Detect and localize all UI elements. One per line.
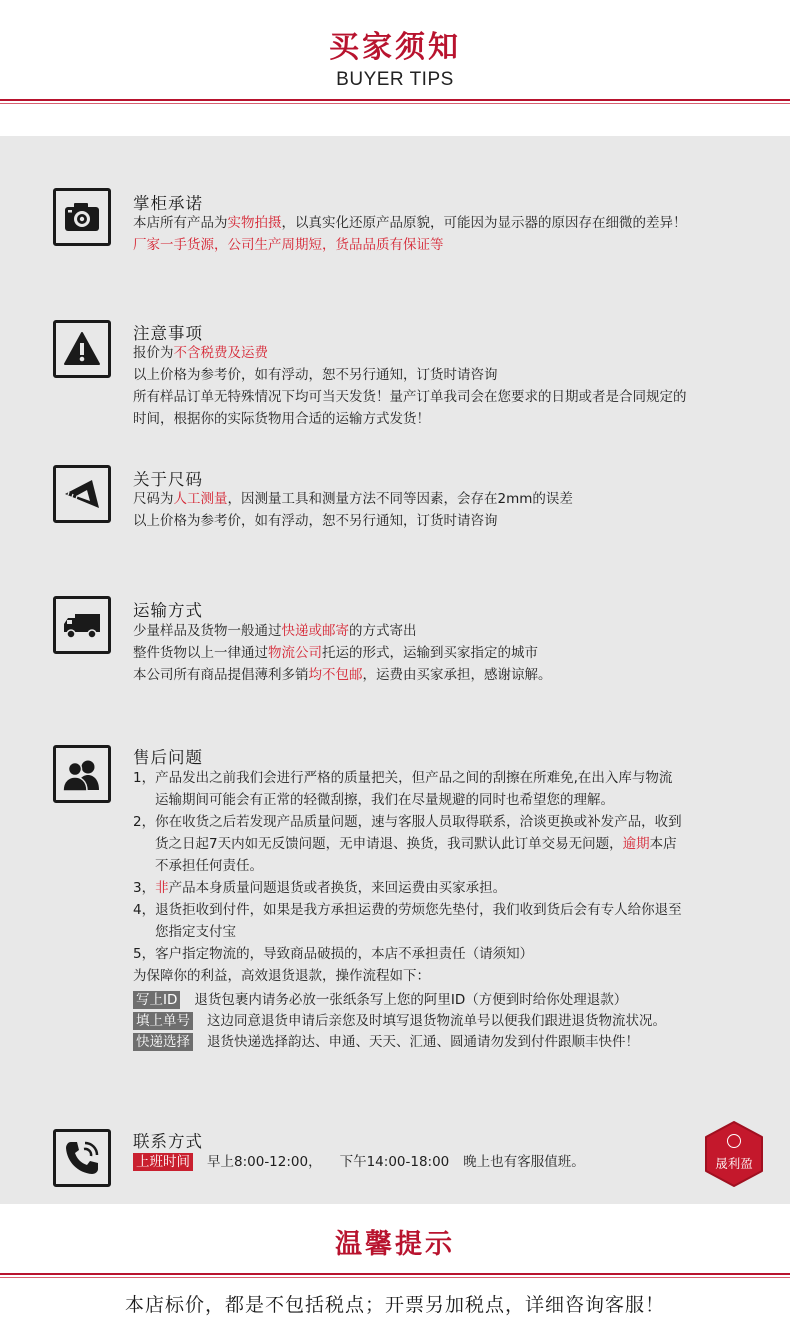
section-title: 售后问题 <box>133 748 203 767</box>
camera-icon <box>53 188 111 246</box>
text: 3， <box>133 880 156 896</box>
section-body <box>133 767 682 987</box>
truck-icon <box>53 596 111 654</box>
highlight-text: 人工测量 <box>173 491 228 507</box>
footer-title: 温馨提示 <box>335 1229 455 1260</box>
section-body <box>133 1151 585 1173</box>
highlight-text: 快递或邮寄 <box>281 623 349 639</box>
header <box>0 0 790 135</box>
highlight-text: 非 <box>155 880 169 896</box>
text: 报价为 <box>133 345 174 361</box>
text: 本公司所有商品提倡薄利多销 <box>133 667 309 683</box>
footer-divider-thin <box>0 1277 790 1278</box>
text: ，因测量工具和测量方法不同等因素，会存在2mm的误差 <box>227 491 573 507</box>
header-divider <box>0 99 790 101</box>
list-item: 运输期间可能会有正常的轻微刮擦，我们在尽量规避的同时也希望您的理解。 <box>155 792 614 808</box>
section-body <box>133 620 552 686</box>
text: 的方式寄出 <box>349 623 417 639</box>
brand-badge <box>703 1120 765 1188</box>
warning-icon <box>53 320 111 378</box>
text: ，运费由买家承担，感谢谅解。 <box>362 667 552 683</box>
highlight-text: 均不包邮 <box>308 667 363 683</box>
text: 所有样品订单无特殊情况下均可当天发货！量产订单我司会在您要求的日期或者是合同规定的 <box>133 389 687 405</box>
footer-text: 本店标价，都是不包括税点；开票另加税点，详细咨询客服！ <box>124 1294 665 1316</box>
step-tag: 写上ID <box>133 991 180 1009</box>
list-item: 2，你在收货之后若发现产品质量问题，速与客服人员取得联系，洽谈更换或补发产品，收到 <box>133 814 682 830</box>
text: 产品本身质量问题退货或者换货，来回运费由买家承担。 <box>168 880 507 896</box>
text: 尺码为 <box>133 491 174 507</box>
header-divider-thin <box>0 103 790 104</box>
text: ，以真实化还原产品原貌，可能因为显示器的原因存在细微的差异！ <box>281 215 687 231</box>
process-step <box>133 1011 666 1032</box>
badge-text: 晟利盈 <box>715 1156 753 1171</box>
step-text: 退货包裹内请务必放一张纸条写上您的阿里ID（方便到时给你处理退款） <box>194 992 628 1008</box>
text: 以上价格为参考价，如有浮动，恕不另行通知，订货时请咨询 <box>133 513 498 529</box>
afternoon-hours: 下午14:00-18:00 <box>339 1154 450 1170</box>
text: 本店 <box>649 836 677 852</box>
highlight-text: 逾期 <box>622 836 650 852</box>
text: 以上价格为参考价，如有浮动，恕不另行通知，订货时请咨询 <box>133 367 498 383</box>
text: 少量样品及货物一般通过 <box>133 623 282 639</box>
step-tag: 快递选择 <box>133 1033 193 1051</box>
text: 整件货物以上一律通过 <box>133 645 268 661</box>
process-steps <box>133 990 666 1053</box>
list-item: 您指定支付宝 <box>155 924 236 940</box>
step-tag: 填上单号 <box>133 1012 193 1030</box>
list-item: 不承担任何责任。 <box>155 858 263 874</box>
process-intro: 为保障你的利益，高效退货退款，操作流程如下： <box>133 968 430 984</box>
list-item: 4，退货拒收到付件，如果是我方承担运费的劳烦您先垫付，我们收到货后会有专人给你退至 <box>133 902 682 918</box>
process-step <box>133 990 666 1011</box>
list-item: 5，客户指定物流的，导致商品破损的，本店不承担责任（请须知） <box>133 946 534 962</box>
highlight-text: 厂家一手货源，公司生产周期短，货品品质有保证等 <box>133 237 444 253</box>
highlight-text: 实物拍摄 <box>227 215 282 231</box>
section-title: 联系方式 <box>133 1132 203 1151</box>
users-icon <box>53 745 111 803</box>
section-body <box>133 342 687 430</box>
page-title: 买家须知 <box>329 30 461 65</box>
footer-divider <box>0 1273 790 1275</box>
text: 货之日起7天内如无反馈问题，无申请退、换货，我司默认此订单交易无问题， <box>155 836 623 852</box>
coin-icon <box>727 1134 741 1148</box>
section-title: 掌柜承诺 <box>133 194 203 213</box>
text: 托运的形式，运输到买家指定的城市 <box>322 645 538 661</box>
section-body <box>133 212 687 256</box>
section-body <box>133 488 573 532</box>
section-title: 关于尺码 <box>133 470 203 489</box>
highlight-text: 物流公司 <box>268 645 322 661</box>
ruler-icon <box>53 465 111 523</box>
section-title: 注意事项 <box>133 324 203 343</box>
evening-note: 晚上也有客服值班。 <box>463 1154 585 1170</box>
hours-tag: 上班时间 <box>133 1153 193 1171</box>
step-text: 退货快递选择韵达、申通、天天、汇通、圆通请勿发到付件跟顺丰快件！ <box>207 1034 639 1050</box>
process-step <box>133 1032 666 1053</box>
text: 时间，根据你的实际货物用合适的运输方式发货！ <box>133 411 430 427</box>
highlight-text: 不含税费及运费 <box>173 345 268 361</box>
phone-icon <box>53 1129 111 1187</box>
list-item: 1，产品发出之前我们会进行严格的质量把关，但产品之间的刮擦在所难免,在出入库与物流 <box>133 770 673 786</box>
page-subtitle: BUYER TIPS <box>336 69 454 90</box>
morning-hours: 早上8:00-12:00， <box>207 1154 322 1170</box>
step-text: 这边同意退货申请后亲您及时填写退货物流单号以便我们跟进退货物流状况。 <box>207 1013 666 1029</box>
section-title: 运输方式 <box>133 601 203 620</box>
text: 本店所有产品为 <box>133 215 228 231</box>
